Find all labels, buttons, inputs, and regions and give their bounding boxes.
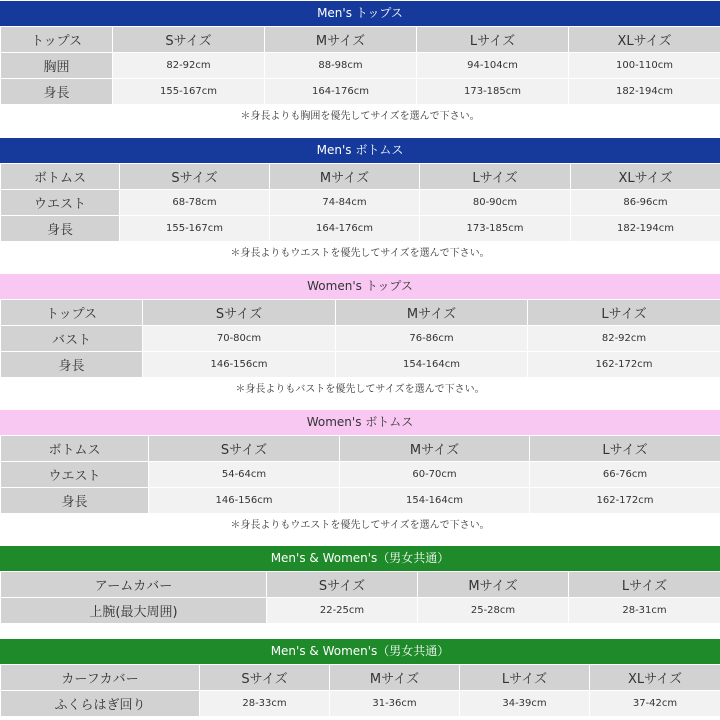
header-cell: Sサイズ xyxy=(200,665,330,691)
header-cell: Lサイズ xyxy=(528,300,720,326)
header-cell: Sサイズ xyxy=(143,300,336,326)
womens-tops-section xyxy=(0,274,720,402)
header-cell: Mサイズ xyxy=(340,436,530,462)
header-cell: Sサイズ xyxy=(149,436,340,462)
table-cell: 154-164cm xyxy=(336,352,528,378)
size-table xyxy=(0,163,720,242)
row-label: 身長 xyxy=(1,352,143,378)
table-cell: 31-36cm xyxy=(330,691,460,717)
arm-cover-section xyxy=(0,546,720,624)
header-cell: ボトムス xyxy=(1,436,149,462)
size-note: ＊身長よりも胸囲を優先してサイズを選んで下さい。 xyxy=(240,111,480,122)
header-cell: XLサイズ xyxy=(571,164,720,190)
size-table xyxy=(0,664,720,717)
row-label: ウエスト xyxy=(1,462,149,488)
section-title: Men's トップス xyxy=(0,1,720,26)
table-cell: 60-70cm xyxy=(340,462,530,488)
row-label: 身長 xyxy=(1,488,149,514)
header-cell: ボトムス xyxy=(1,164,120,190)
size-table xyxy=(0,26,720,105)
row-label: バスト xyxy=(1,326,143,352)
header-cell: Lサイズ xyxy=(530,436,720,462)
table-row xyxy=(1,216,720,242)
table-header-row xyxy=(1,436,720,462)
table-row xyxy=(1,190,720,216)
table-header-row xyxy=(1,27,720,53)
header-cell: Lサイズ xyxy=(569,572,720,598)
row-label: 身長 xyxy=(1,216,120,242)
table-cell: 182-194cm xyxy=(571,216,720,242)
table-cell: 164-176cm xyxy=(265,79,417,105)
section-title: Men's & Women's（男女共通） xyxy=(0,546,720,571)
header-cell: トップス xyxy=(1,300,143,326)
table-cell: 146-156cm xyxy=(143,352,336,378)
table-header-row xyxy=(1,164,720,190)
row-label: ふくらはぎ回り xyxy=(1,691,200,717)
section-title: Men's ボトムス xyxy=(0,138,720,163)
table-row xyxy=(1,53,720,79)
header-cell: アームカバー xyxy=(1,572,267,598)
table-header-row xyxy=(1,572,720,598)
table-cell: 155-167cm xyxy=(120,216,270,242)
womens-bottoms-section xyxy=(0,410,720,538)
size-table xyxy=(0,571,720,624)
table-header-row xyxy=(1,300,720,326)
table-cell: 25-28cm xyxy=(418,598,569,624)
table-cell: 80-90cm xyxy=(420,190,571,216)
table-cell: 182-194cm xyxy=(569,79,720,105)
mens-bottoms-section xyxy=(0,138,720,266)
table-cell: 164-176cm xyxy=(270,216,420,242)
calf-cover-section xyxy=(0,639,720,717)
table-cell: 70-80cm xyxy=(143,326,336,352)
table-cell: 173-185cm xyxy=(417,79,569,105)
header-cell: Mサイズ xyxy=(418,572,569,598)
table-row xyxy=(1,598,720,624)
mens-tops-section xyxy=(0,1,720,129)
table-cell: 86-96cm xyxy=(571,190,720,216)
table-cell: 154-164cm xyxy=(340,488,530,514)
row-label: 上腕(最大周囲) xyxy=(1,598,267,624)
section-title: Men's & Women's（男女共通） xyxy=(0,639,720,664)
header-cell: カーフカバー xyxy=(1,665,200,691)
table-cell: 37-42cm xyxy=(590,691,720,717)
header-cell: Lサイズ xyxy=(460,665,590,691)
section-title: Women's ボトムス xyxy=(0,410,720,435)
table-header-row xyxy=(1,665,720,691)
table-cell: 100-110cm xyxy=(569,53,720,79)
table-cell: 66-76cm xyxy=(530,462,720,488)
table-cell: 82-92cm xyxy=(528,326,720,352)
table-cell: 155-167cm xyxy=(113,79,265,105)
table-row xyxy=(1,462,720,488)
table-cell: 22-25cm xyxy=(267,598,418,624)
table-cell: 82-92cm xyxy=(113,53,265,79)
header-cell: Mサイズ xyxy=(336,300,528,326)
table-cell: 28-31cm xyxy=(569,598,720,624)
row-label: ウエスト xyxy=(1,190,120,216)
table-cell: 54-64cm xyxy=(149,462,340,488)
header-cell: Sサイズ xyxy=(113,27,265,53)
table-row xyxy=(1,352,720,378)
table-cell: 173-185cm xyxy=(420,216,571,242)
table-cell: 76-86cm xyxy=(336,326,528,352)
table-cell: 68-78cm xyxy=(120,190,270,216)
header-cell: Mサイズ xyxy=(330,665,460,691)
section-title: Women's トップス xyxy=(0,274,720,299)
table-cell: 94-104cm xyxy=(417,53,569,79)
table-cell: 162-172cm xyxy=(528,352,720,378)
table-row xyxy=(1,691,720,717)
table-cell: 34-39cm xyxy=(460,691,590,717)
header-cell: トップス xyxy=(1,27,113,53)
header-cell: Sサイズ xyxy=(120,164,270,190)
table-cell: 88-98cm xyxy=(265,53,417,79)
table-cell: 28-33cm xyxy=(200,691,330,717)
header-cell: Sサイズ xyxy=(267,572,418,598)
header-cell: Mサイズ xyxy=(265,27,417,53)
table-row xyxy=(1,326,720,352)
row-label: 身長 xyxy=(1,79,113,105)
size-table xyxy=(0,435,720,514)
size-note: ＊身長よりもウエストを優先してサイズを選んで下さい。 xyxy=(230,248,490,259)
row-label: 胸囲 xyxy=(1,53,113,79)
table-cell: 74-84cm xyxy=(270,190,420,216)
header-cell: Mサイズ xyxy=(270,164,420,190)
table-row xyxy=(1,488,720,514)
size-note: ＊身長よりもウエストを優先してサイズを選んで下さい。 xyxy=(230,520,490,531)
size-note: ＊身長よりもバストを優先してサイズを選んで下さい。 xyxy=(235,384,485,395)
size-table xyxy=(0,299,720,378)
header-cell: Lサイズ xyxy=(417,27,569,53)
header-cell: XLサイズ xyxy=(569,27,720,53)
table-cell: 162-172cm xyxy=(530,488,720,514)
table-cell: 146-156cm xyxy=(149,488,340,514)
table-row xyxy=(1,79,720,105)
header-cell: XLサイズ xyxy=(590,665,720,691)
header-cell: Lサイズ xyxy=(420,164,571,190)
